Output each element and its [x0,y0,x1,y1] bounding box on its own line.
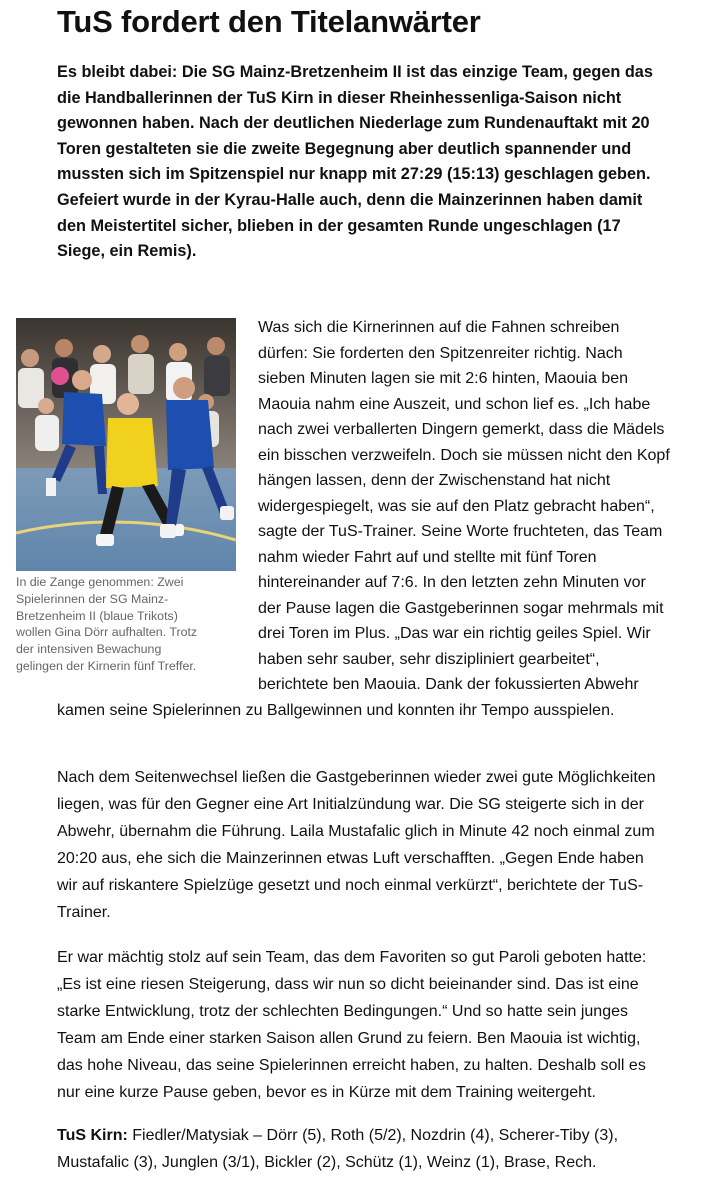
paragraph-line: starke Entwicklung, trotz der schlechten Bedingungen.“ Und so hatte sein junges [57,1003,628,1020]
paragraph-line: nahm wieder Fahrt auf und stellte mit fünf Toren [258,548,597,566]
lead-line: gewonnen haben. Nach der deutlichen Niederlage zum Rundenauftakt mit 20 [57,114,650,133]
paragraph-line: wir auf riskantere Spielzüge gesetzt und noch einmal verkürzt“, berichtete der TuS- [57,877,644,894]
paragraph-line: hintereinander auf 7:6. In den letzten zehn Minuten vor [258,574,646,591]
lead-line: mussten sich im Spitzenspiel nur knapp mit 27:29 (15:13) geschlagen geben. [57,165,651,184]
paragraph-line: hängen lassen, denn der Zwischenstand hat nicht [258,472,611,489]
caption-line: wollen Gina Dörr aufhalten. Trotz [16,625,198,640]
paragraph-line: Trainer. [57,904,111,921]
paragraph-1 [57,315,707,723]
lineup-line: Mustafalic (3), Junglen (3/1), Bickler (2), Schütz (1), Weinz (1), Brase, Rech. [57,1154,597,1171]
paragraph-line: widergespiegelt, was sie auf den Platz gebracht haben“, [258,497,655,515]
paragraph-line: Abwehr, übernahm die Führung. Laila Mustafalic glich in Minute 42 noch einmal zum [57,823,655,840]
paragraph-line: 20:20 aus, ehe sich die Mainzerinnen etwas Luft verschafften. „Gegen Ende haben [57,850,644,867]
paragraph-3 [57,944,707,1106]
lineup-team-label: TuS Kirn: [57,1127,128,1144]
paragraph-line: liegen, was für den Gegner eine Art Initialzündung war. Die SG steigerte sich in der [57,796,644,813]
paragraph-line: Er war mächtig stolz auf sein Team, das dem Favoriten so gut Paroli geboten hatte: [57,949,647,966]
paragraph-line: haben sehr sauber, sehr diszipliniert gearbeitet“, [258,650,600,668]
caption-line: Bretzenheim II (blaue Trikots) [16,608,178,623]
lead-line: Siege, ein Remis). [57,242,197,261]
paragraph-line: kamen seine Spielerinnen zu Ballgewinnen und konnten ihr Tempo ausspielen. [57,701,615,719]
paragraph-line: dürfen: Sie forderten den Spitzenreiter richtig. Nach [258,344,623,362]
paragraph-line: das hohe Niveau, das seine Spielerinnen erreicht haben, zu halten. Deshalb soll es [57,1057,646,1074]
paragraph-line: Maouia nahm eine Auszeit, und schon lief es. „Ich habe [258,395,651,413]
paragraph-line: sieben Minuten lagen sie mit 2:6 hinten, Maouia ben [258,370,629,387]
lead-line: Gefeiert wurde in der Kyrau-Halle auch, denn die Mainzerinnen haben damit [57,190,643,209]
article-headline: TuS fordert den Titelanwärter [57,4,481,39]
paragraph-line: sagte der TuS-Trainer. Seine Worte fruchteten, das Team [258,523,663,540]
paragraph-2 [57,764,707,926]
paragraph-line: „Es ist eine riesen Steigerung, dass wir nun so dicht beieinander sind. Das ist eine [57,976,639,993]
caption-line: Spielerinnen der SG Mainz- [16,591,169,606]
paragraph-line: nach zwei verballerten Dingern gemerkt, dass die Mädels [258,421,665,438]
lead-line: die Handballerinnen der TuS Kirn in dieser Rheinhessenliga-Saison nicht [57,88,622,107]
caption-line: der intensiven Bewachung [16,642,162,657]
paragraph-line: Was sich die Kirnerinnen auf die Fahnen schreiben [258,319,620,336]
article-lead [57,60,702,265]
lead-line: Es bleibt dabei: Die SG Mainz-Bretzenheim II ist das einzige Team, gegen das [57,63,653,81]
paragraph-line: berichtete ben Maouia. Dank der fokussierten Abwehr [258,676,639,693]
paragraph-line: nur eine kurze Pause geben, bevor es in Kürze mit dem Training weitergeht. [57,1084,596,1101]
paragraph-line: der Pause lagen die Gastgeberinnen sogar mehrmals mit [258,599,664,617]
paragraph-line: ein bisschen verzweifeln. Doch sie müssen nicht den Kopf [258,446,670,464]
caption-line: gelingen der Kirnerin fünf Treffer. [16,658,197,673]
lineup-players: Fiedler/Matysiak – Dörr (5), Roth (5/2), Nozdrin (4), Scherer-Tiby (3), [127,1127,619,1144]
paragraph-line: Nach dem Seitenwechsel ließen die Gastgeberinnen wieder zwei gute Möglichkeiten [57,769,656,786]
lead-line: Toren gestalteten sie die zweite Begegnung aber deutlich spannender und [57,139,632,158]
team-lineup [57,1122,707,1176]
caption-line: In die Zange genommen: Zwei [16,575,184,589]
paragraph-line: drei Toren im Plus. „Das war ein richtig geiles Spiel. Wir [258,625,651,642]
lead-line: den Meistertitel sicher, blieben in der gesamten Runde ungeschlagen (17 [57,216,621,235]
paragraph-line: Team am Ende einer starken Saison allen Grund zu feiern. Ben Maouia ist wichtig, [57,1030,641,1047]
lineup-line [57,1122,707,1149]
